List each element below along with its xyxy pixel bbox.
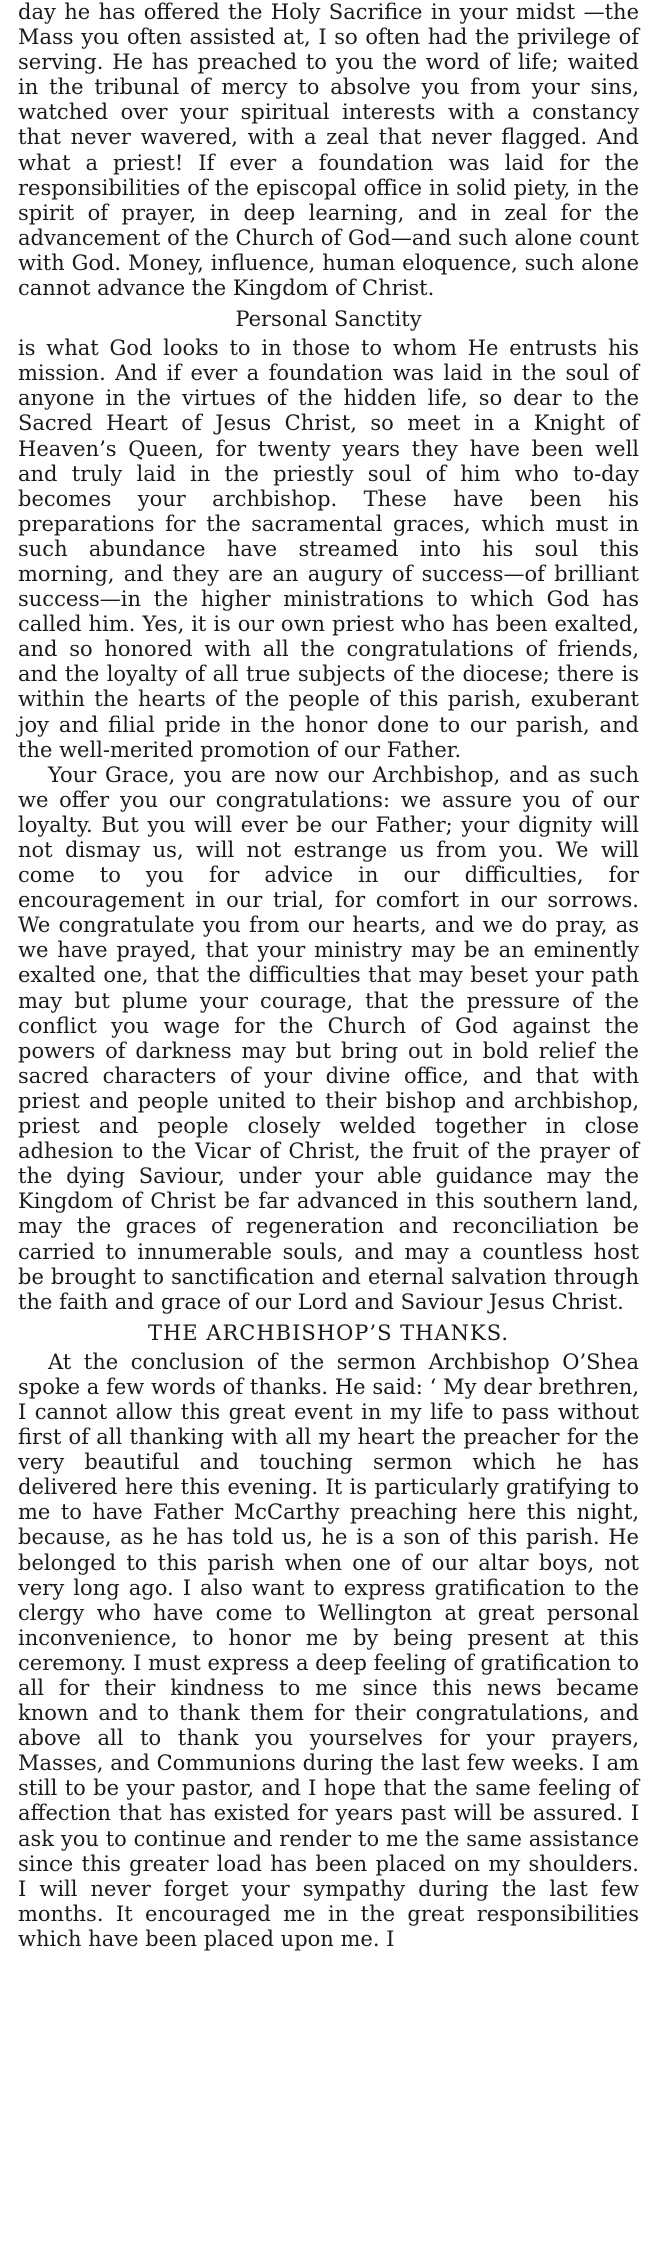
paragraph-congratulations: Your Grace, you are now our Archbishop, and as such we offer you our congratulations: we assure you of our loyalty. But you will ever be our Father; your dignity will not dismay us, will not estrange us from you. We will come to you for advice in our difficulties, for encouragement in our trial, for comfort in our sorrows. We congratulate you from our hearts, and we do pray, as we have prayed, that your ministry may be an eminently exalted one, that the difficulties that may beset your path may but plume your courage, that the pressure of the conflict you wage for the Church of God against the powers of darkness may but bring out in bold relief the sacred characters of your divine office, and that with priest and people united to their bishop and archbishop, priest and people closely welded together in close adhesion to the Vicar of Christ, the fruit of the prayer of the dying Saviour, under your able guidance may the Kingdom of Christ be far advanced in this southern land, may the graces of regeneration and reconciliation be carried to innumerable souls, and may a countless host be brought to sanctification and eternal salvation through the faith and grace of our Lord and Saviour Jesus Christ.: [18, 762, 639, 1314]
subheading-personal-sanctity: Personal Sanctity: [235, 307, 422, 332]
section-heading-archbishops-thanks: THE ARCHBISHOP’S THANKS.: [147, 1320, 510, 1345]
paragraph-archbishop-speech: At the conclusion of the sermon Archbishop O’Shea spoke a few words of thanks. He said: ‘ My dear brethren, I cannot allow this great event in my life to pass without first of all thanking with all my heart the preacher for the very beautiful and touching sermon which he has delivered here this evening. It is particularly gratifying to me to have Father McCarthy preaching here this night, because, as he has told us, he is a son of this parish. He belonged to this parish when one of our altar boys, not very long ago. I also want to express gratification to the clergy who have come to Wellington at great personal inconvenience, to honor me by being present at this ceremony. I must express a deep feeling of gratification to all for their kindness to me since this news became known and to thank them for their congratulations, and above all to thank you yourselves for your prayers, Masses, and Communions during the last few weeks. I am still to be your pastor, and I hope that the same feeling of affection that has existed for years past will be assured. I ask you to continue and render to me the same assistance since this greater load has been placed on my shoulders. I will never forget your sympathy during the last few months. It encouraged me in the great responsibilities which have been placed upon me. I: [18, 1349, 639, 1951]
paragraph-sermon-priest: day he has offered the Holy Sacrifice in your midst —the Mass you often assisted at, I so often had the privilege of serving. He has preached to you the word of life; waited in the tribunal of mercy to absolve you from your sins, watched over your spiritual interests with a constancy that never wavered, with a zeal that never flagged. And what a priest! If ever a foundation was laid for the responsibilities of the episcopal office in solid piety, in the spirit of prayer, in deep learning, and in zeal for the advancement of the Church of God—and such alone count with God. Money, influence, human eloquence, such alone cannot advance the Kingdom of Christ.: [18, 0, 639, 301]
paragraph-sanctity: is what God looks to in those to whom He entrusts his mission. And if ever a foundation was laid in the soul of anyone in the virtues of the hidden life, so dear to the Sacred Heart of Jesus Christ, so meet in a Knight of Heaven’s Queen, for twenty years they have been well and truly laid in the priestly soul of him who to-day becomes your archbishop. These have been his preparations for the sacramental graces, which must in such abundance have streamed into his soul this morning, and they are an augury of success—of brilliant success—in the higher ministrations to which God has called him. Yes, it is our own priest who has been exalted, and so honored with all the congratulations of friends, and the loyalty of all true subjects of the diocese; there is within the hearts of the people of this parish, exuberant joy and filial pride in the honor done to our parish, and the well-merited promotion of our Father.: [18, 336, 639, 762]
newspaper-column: [18, 0, 639, 1952]
